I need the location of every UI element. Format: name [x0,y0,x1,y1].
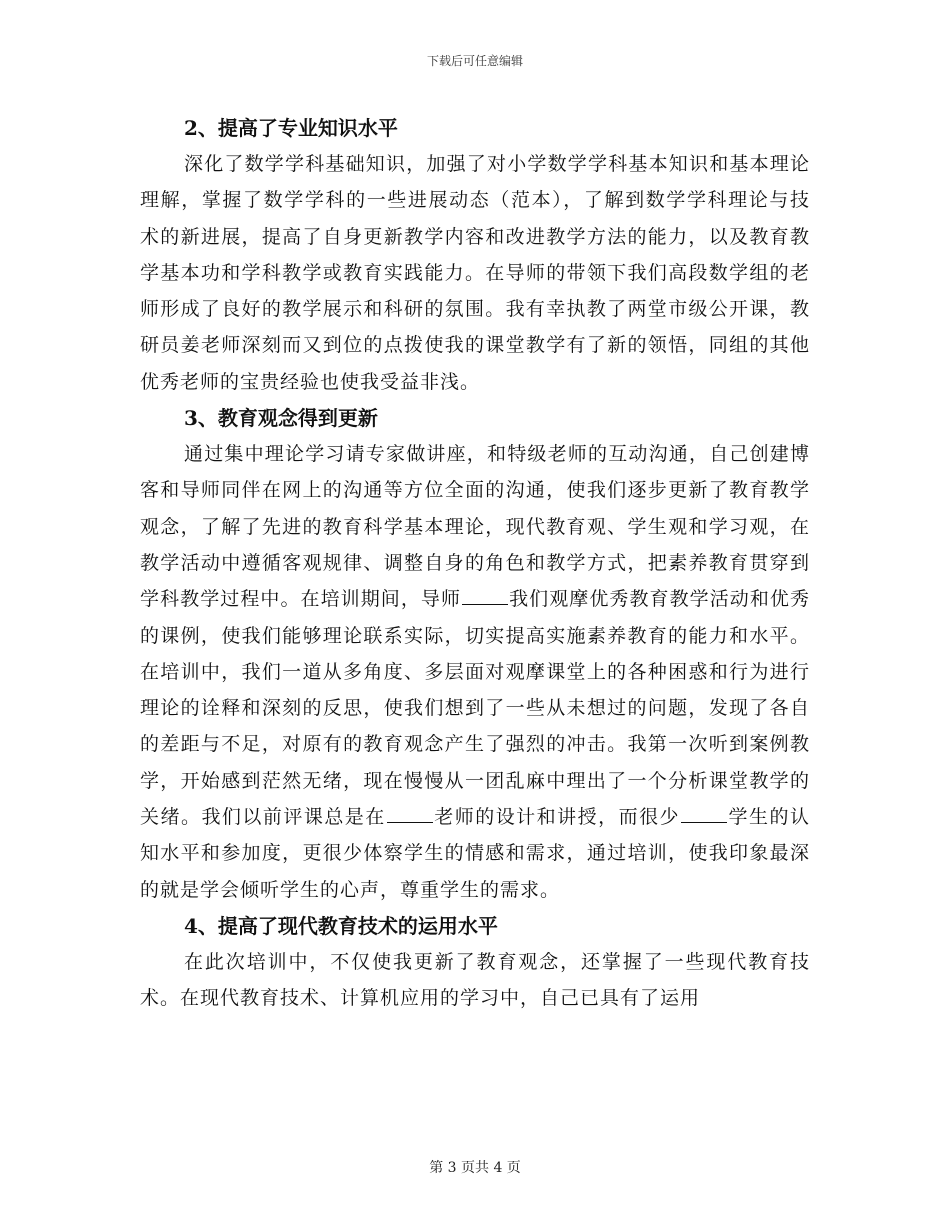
section-paragraph-4: 在此次培训中，不仅使我更新了教育观念，还掌握了一些现代教育技术。在现代教育技术、计算机应用的学习中，自己已具有了运用 [140,950,810,1010]
section-paragraph-3 [140,436,810,908]
section-paragraph-2: 深化了数学学科基础知识，加强了对小学数学学科基本知识和基本理论理解，掌握了数学学科的一些进展动态（范本），了解到数学学科理论与技术的新进展，提高了自身更新教学内容和改进教学方法的能力，以及教育教学基本功和学科教学或教育实践能力。在导师的带领下我们高段数学组的老师形成了良好的教学展示和科研的氛围。我有幸执教了两堂市级公开课，教研员姜老师深刻而又到位的点拨使我的课堂教学有了新的领悟，同组的其他优秀老师的宝贵经验也使我受益非浅。 [140,153,810,393]
fill-blank [462,586,508,605]
section-heading-2: 2、提高了专业知识水平 [184,116,398,140]
fill-blank [387,804,433,823]
page-header: 下载后可任意编辑 [426,54,523,68]
fill-blank [681,804,727,823]
section-heading-4: 4、提高了现代教育技术的运用水平 [184,913,498,938]
paragraph-text: 我们观摩优秀教育教学活动和优秀的课例，使我们能够理论联系实际，切实提高实施素养教育的能力和水平。在培训中，我们一道从多角度、多层面对观摩课堂上的各种困惑和行为进行理论的诠释和深刻的反思，使我们想到了一些从未想过的问题，发现了各自的差距与不足，对原有的教育观念产生了强烈的冲击。我第一次听到案例教学，开始感到茫然无绪，现在慢慢从一团乱麻中理出了一个分析课堂教学的关绪。我们以前评课总是在 [140,588,810,829]
paragraph-text: 学生的认知水平和参加度，更很少体察学生的情感和需求，通过培训，使我印象最深的就是学会倾听学生的心声，尊重学生的需求。 [140,806,810,901]
section-heading-3: 3、教育观念得到更新 [184,406,378,431]
paragraph-text: 通过集中理论学习请专家做讲座，和特级老师的互动沟通，自己创建博客和导师同伴在网上的沟通等方位全面的沟通，使我们逐步更新了教育教学观念，了解了先进的教育科学基本理论，现代教育观、学生观和学习观，在教学活动中遵循客观规律、调整自身的角色和教学方式，把素养教育贯穿到学科教学过程中。在培训期间，导师 [140,443,810,611]
paragraph-text: 老师的设计和讲授，而很少 [433,806,681,829]
document-body [140,110,810,1017]
page-footer: 第 3 页共 4 页 [429,1160,521,1176]
